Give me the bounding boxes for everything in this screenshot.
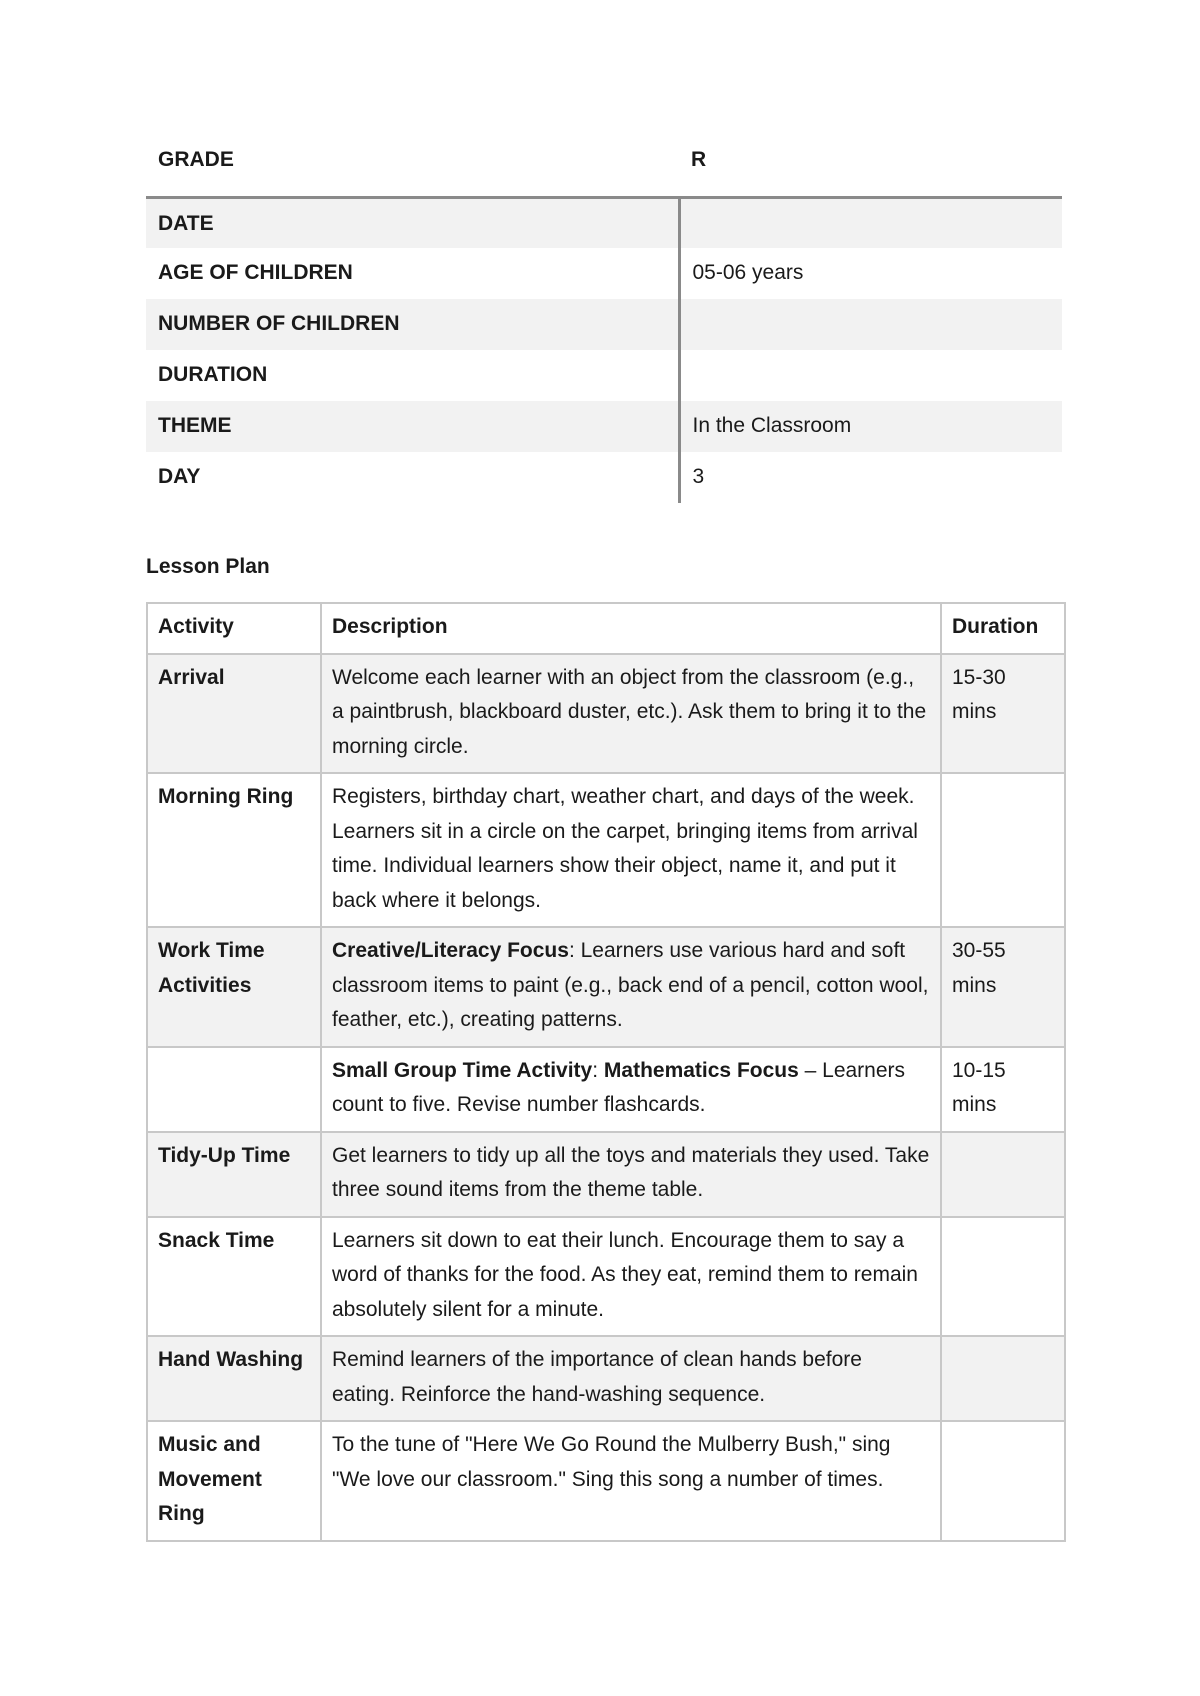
description-text: Learners sit down to eat their lunch. Encourage them to say a word of thanks for the food. As they eat, remind them to remain absolutely silent for a minute. xyxy=(332,1228,918,1321)
table-row xyxy=(147,1132,1065,1217)
table-row xyxy=(147,654,1065,774)
activity-cell: Arrival xyxy=(147,654,321,774)
description-text: – Learners count to five. Revise number flashcards. xyxy=(332,1058,906,1116)
duration-cell xyxy=(941,1217,1065,1337)
info-row-day xyxy=(146,452,1062,503)
info-label: DAY xyxy=(158,465,201,488)
column-header-description: Description xyxy=(321,603,941,654)
table-row xyxy=(147,1217,1065,1337)
info-row-number-of-children xyxy=(146,299,1062,350)
duration-cell xyxy=(941,1336,1065,1421)
description-text: Remind learners of the importance of clean hands before eating. Reinforce the hand-washing sequence. xyxy=(332,1348,862,1406)
description-text: : Learners use various hard and soft classroom items to paint (e.g., back end of a pencil, cotton wool, feather, etc.), creating patterns. xyxy=(332,939,929,1031)
description-text: To the tune of "Here We Go Round the Mulberry Bush," sing "We love our classroom." Sing this song a number of times. xyxy=(332,1433,891,1491)
info-row-grade xyxy=(146,137,1062,197)
description-text: Welcome each learner with an object from the classroom (e.g., a paintbrush, blackboard duster, etc.). Ask them to bring it to the morning circle. xyxy=(332,665,927,758)
info-row-age xyxy=(146,248,1062,299)
activity-cell: Snack Time xyxy=(147,1217,321,1337)
description-cell xyxy=(321,1336,941,1421)
table-row xyxy=(147,927,1065,1047)
table-row xyxy=(147,773,1065,927)
description-separator: : xyxy=(592,1058,604,1082)
table-row xyxy=(147,1047,1065,1132)
lesson-header-row xyxy=(147,603,1065,654)
info-value: 05-06 years xyxy=(679,248,1062,299)
info-value xyxy=(679,350,1062,401)
description-focus-label: Creative/Literacy Focus xyxy=(332,939,569,962)
activity-cell: Tidy-Up Time xyxy=(147,1132,321,1217)
description-cell xyxy=(321,773,941,927)
info-label: GRADE xyxy=(146,137,679,197)
info-label: AGE OF CHILDREN xyxy=(158,261,353,284)
info-label: THEME xyxy=(146,401,679,452)
description-text: Get learners to tidy up all the toys and materials they used. Take three sound items from the theme table. xyxy=(332,1143,930,1201)
duration-cell xyxy=(941,773,1065,927)
info-value xyxy=(679,299,1062,350)
description-text: Registers, birthday chart, weather chart, and days of the week. Learners sit in a circle on the carpet, bringing items from arrival time. Individual learners show their object, name it, and put it back where it belongs. xyxy=(332,785,918,912)
column-header-activity: Activity xyxy=(147,603,321,654)
table-row xyxy=(147,1421,1065,1541)
description-cell xyxy=(321,654,941,774)
duration-cell: 15-30 mins xyxy=(941,654,1065,774)
duration-cell xyxy=(941,1421,1065,1541)
info-value: R xyxy=(679,137,1062,197)
table-row xyxy=(147,1336,1065,1421)
info-value: In the Classroom xyxy=(679,401,1062,452)
lesson-plan-table xyxy=(146,602,1066,1542)
info-value: 3 xyxy=(679,452,1062,503)
description-cell xyxy=(321,927,941,1047)
info-row-theme xyxy=(146,401,1062,452)
column-header-duration: Duration xyxy=(941,603,1065,654)
description-cell xyxy=(321,1421,941,1541)
info-value xyxy=(679,197,1062,248)
info-row-duration xyxy=(146,350,1062,401)
activity-cell: Music and Movement Ring xyxy=(147,1421,321,1541)
description-cell xyxy=(321,1132,941,1217)
duration-cell: 10-15 mins xyxy=(941,1047,1065,1132)
info-row-date xyxy=(146,197,1062,248)
info-label: DATE xyxy=(146,197,679,248)
activity-cell: Hand Washing xyxy=(147,1336,321,1421)
info-table xyxy=(146,137,1062,503)
description-focus-label: Small Group Time Activity xyxy=(332,1058,593,1082)
description-cell xyxy=(321,1217,941,1337)
description-cell xyxy=(321,1047,941,1132)
info-label: NUMBER OF CHILDREN xyxy=(146,299,679,350)
activity-cell xyxy=(147,1047,321,1132)
duration-cell: 30-55 mins xyxy=(941,927,1065,1047)
activity-cell: Work Time Activities xyxy=(147,927,321,1047)
activity-cell: Morning Ring xyxy=(147,773,321,927)
duration-cell xyxy=(941,1132,1065,1217)
lesson-plan-heading: Lesson Plan xyxy=(146,555,270,578)
info-label: DURATION xyxy=(158,363,268,386)
description-focus-label: Mathematics Focus xyxy=(603,1058,799,1082)
